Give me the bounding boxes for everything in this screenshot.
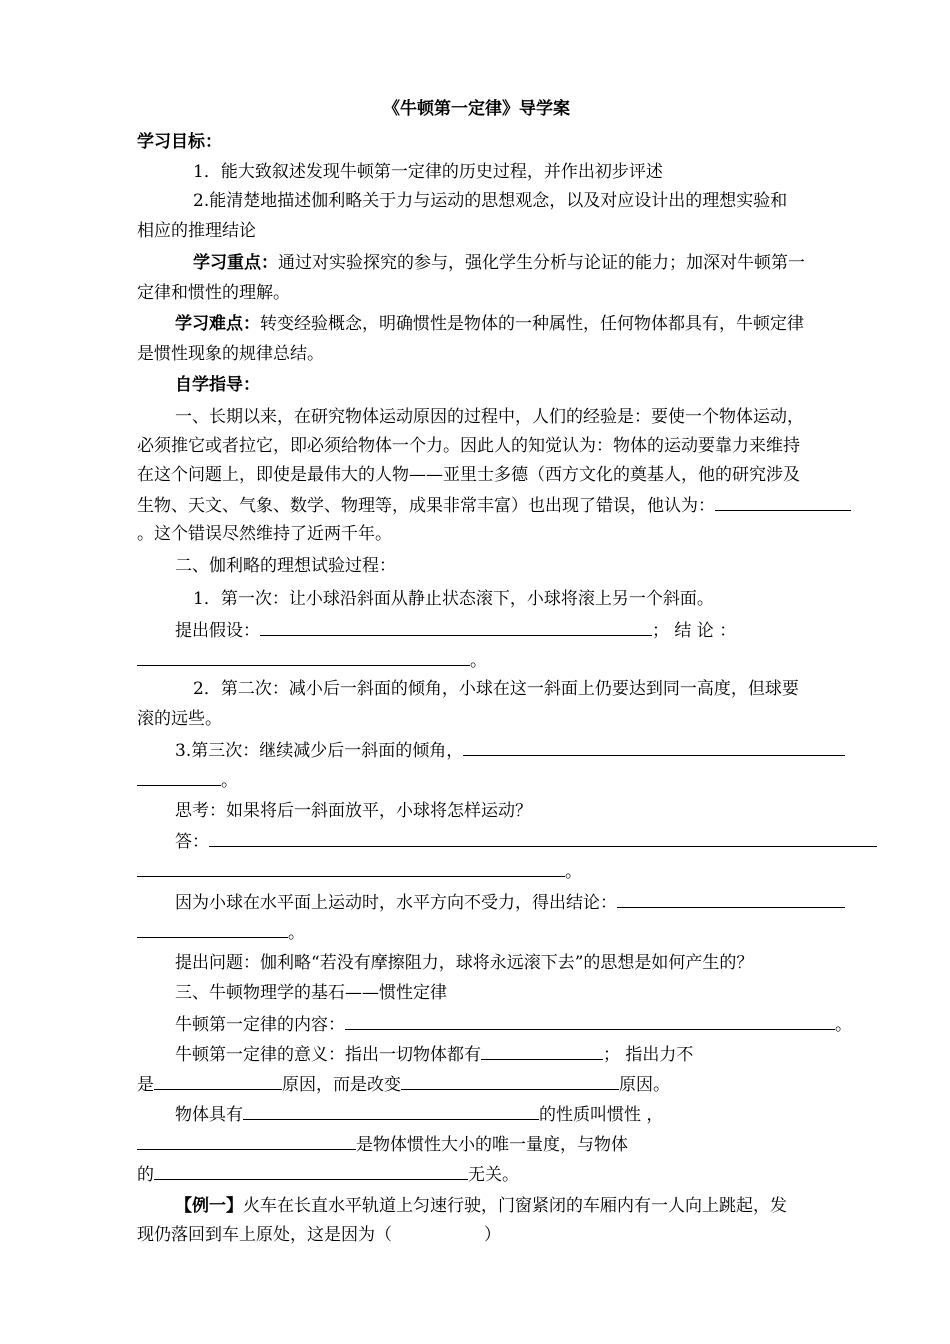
section1-line4 [137, 493, 851, 517]
conclusion-line [137, 648, 487, 672]
law-meaning-line-cont [137, 1072, 670, 1096]
law-meaning-is: 是 [137, 1075, 154, 1095]
example-text: 火车在长直水平轨道上匀速行驶，门窗紧闭的车厢内有一人向上跳起，发 [243, 1196, 787, 1216]
law-meaning-blank[interactable] [481, 1042, 603, 1060]
answer-blank-cont[interactable] [137, 859, 565, 877]
step-2: 2．第二次：减小后一斜面的倾角，小球在这一斜面上仍要达到同一高度，但球要 [193, 679, 799, 699]
step-3-period: 。 [221, 771, 238, 791]
section1-line3: 在这个问题上，即使是最伟大的人物——亚里士多德（西方文化的奠基人，他的研究涉及 [137, 465, 800, 485]
example-close: ） [484, 1225, 501, 1245]
measure-blank[interactable] [137, 1132, 356, 1150]
step-3-blank[interactable] [463, 738, 845, 756]
difficulties-cont: 是惯性现象的规律总结。 [137, 344, 324, 364]
objective-item-2: 2.能清楚地描述伽利略关于力与运动的思想观念，以及对应设计出的理想实验和 [193, 191, 788, 211]
section1-line4-text: 生物、天文、气象、数学、物理等，成果非常丰富）也出现了错误，他认为： [137, 496, 715, 516]
objective-item-2-cont: 相应的推理结论 [137, 221, 256, 241]
conclusion-label: ； 结 论 ： [652, 621, 737, 641]
law-content-period: 。 [835, 1015, 852, 1035]
law-content-blank[interactable] [345, 1012, 835, 1030]
irrelevant-of: 的 [137, 1165, 154, 1185]
section1-line2: 必须推它或者拉它，即必须给物体一个力。因此人的知觉认为：物体的运动要靠力来维持 [137, 436, 800, 456]
step-3 [175, 738, 845, 762]
law-meaning-reason2: 原因。 [619, 1075, 670, 1095]
step-3-cont [137, 768, 238, 792]
hypothesis-label: 提出假设： [175, 621, 260, 641]
raised-question: 提出问题：伽利略“若没有摩擦阻力，球将永远滚下去”的思想是如何产生的？ [175, 953, 754, 973]
measure-text: 是物体惯性大小的唯一量度，与物体 [356, 1135, 628, 1155]
because-line [175, 890, 845, 914]
irrelevant-line [137, 1162, 519, 1186]
hypothesis-line [175, 618, 736, 642]
think-question: 思考：如果将后一斜面放平，小球将怎样运动？ [175, 801, 532, 821]
step-1: 1．第一次：让小球沿斜面从静止状态滚下，小球将滚上另一个斜面。 [193, 589, 714, 609]
objective-item-1: 1．能大致叙述发现牛顿第一定律的历史过程，并作出初步评述 [193, 162, 663, 182]
objectives-heading: 学习目标： [137, 132, 222, 152]
law-meaning-reason1: 原因，而是改变 [282, 1075, 401, 1095]
force-blank-2[interactable] [401, 1072, 619, 1090]
law-meaning-text: 牛顿第一定律的意义：指出一切物体都有 [175, 1045, 481, 1065]
guide-heading: 自学指导： [175, 375, 260, 395]
key-points-label: 学习重点： [193, 253, 278, 273]
answer-label: 答： [175, 832, 209, 852]
answer-line [175, 829, 877, 853]
conclusion-period: 。 [470, 651, 487, 671]
hypothesis-blank[interactable] [260, 618, 652, 636]
step-2-cont: 滚的远些。 [137, 709, 222, 729]
irrelevant-blank[interactable] [154, 1162, 468, 1180]
because-period: 。 [288, 923, 305, 943]
because-blank-cont[interactable] [137, 920, 288, 938]
key-points-cont: 定律和惯性的理解。 [137, 283, 290, 303]
difficulties-label: 学习难点： [175, 314, 260, 334]
law-content-label: 牛顿第一定律的内容： [175, 1015, 345, 1035]
example-1 [175, 1194, 787, 1218]
law-meaning-text-2: ； 指出力不 [603, 1045, 694, 1065]
section3-heading: 三、牛顿物理学的基石——惯性定律 [175, 983, 447, 1003]
inertia-blank[interactable] [243, 1102, 539, 1120]
example-1-cont [137, 1223, 501, 1247]
law-content-line [175, 1012, 852, 1036]
inertia-has: 物体具有 [175, 1105, 243, 1125]
inertia-line [175, 1102, 663, 1126]
inertia-text: 的性质叫惯性 ， [539, 1105, 664, 1125]
aristotle-blank[interactable] [715, 493, 851, 511]
force-blank-1[interactable] [154, 1072, 282, 1090]
example-label: 【例一】 [175, 1196, 243, 1216]
section2-heading: 二、伽利略的理想试验过程： [175, 556, 396, 576]
answer-blank[interactable] [209, 829, 877, 847]
example-text-2: 现仍落回到车上原处，这是因为（ [137, 1225, 392, 1245]
difficulties [175, 312, 804, 336]
answer-line-cont [137, 859, 582, 883]
law-meaning-line [175, 1042, 693, 1066]
because-text: 因为小球在水平面上运动时，水平方向不受力，得出结论： [175, 893, 617, 913]
section1-line1: 一、长期以来，在研究物体运动原因的过程中，人们的经验是：要使一个物体运动， [175, 407, 804, 427]
key-points [193, 251, 805, 275]
key-points-text: 通过对实验探究的参与，强化学生分析与论证的能力；加深对牛顿第一 [278, 253, 805, 273]
because-blank[interactable] [617, 890, 845, 908]
answer-period: 。 [565, 862, 582, 882]
irrelevant-text: 无关。 [468, 1165, 519, 1185]
page-title: 《牛顿第一定律》导学案 [383, 99, 570, 119]
conclusion-blank[interactable] [137, 648, 470, 666]
step-3-blank-cont[interactable] [137, 768, 221, 786]
section1-line5: 。这个错误尽然维持了近两千年。 [137, 524, 392, 544]
because-line-cont [137, 920, 305, 944]
step-3-text: 3.第三次：继续减少后一斜面的倾角， [175, 741, 464, 761]
difficulties-text: 转变经验概念，明确惯性是物体的一种属性，任何物体都具有，牛顿定律 [260, 314, 804, 334]
measure-line [137, 1132, 628, 1156]
